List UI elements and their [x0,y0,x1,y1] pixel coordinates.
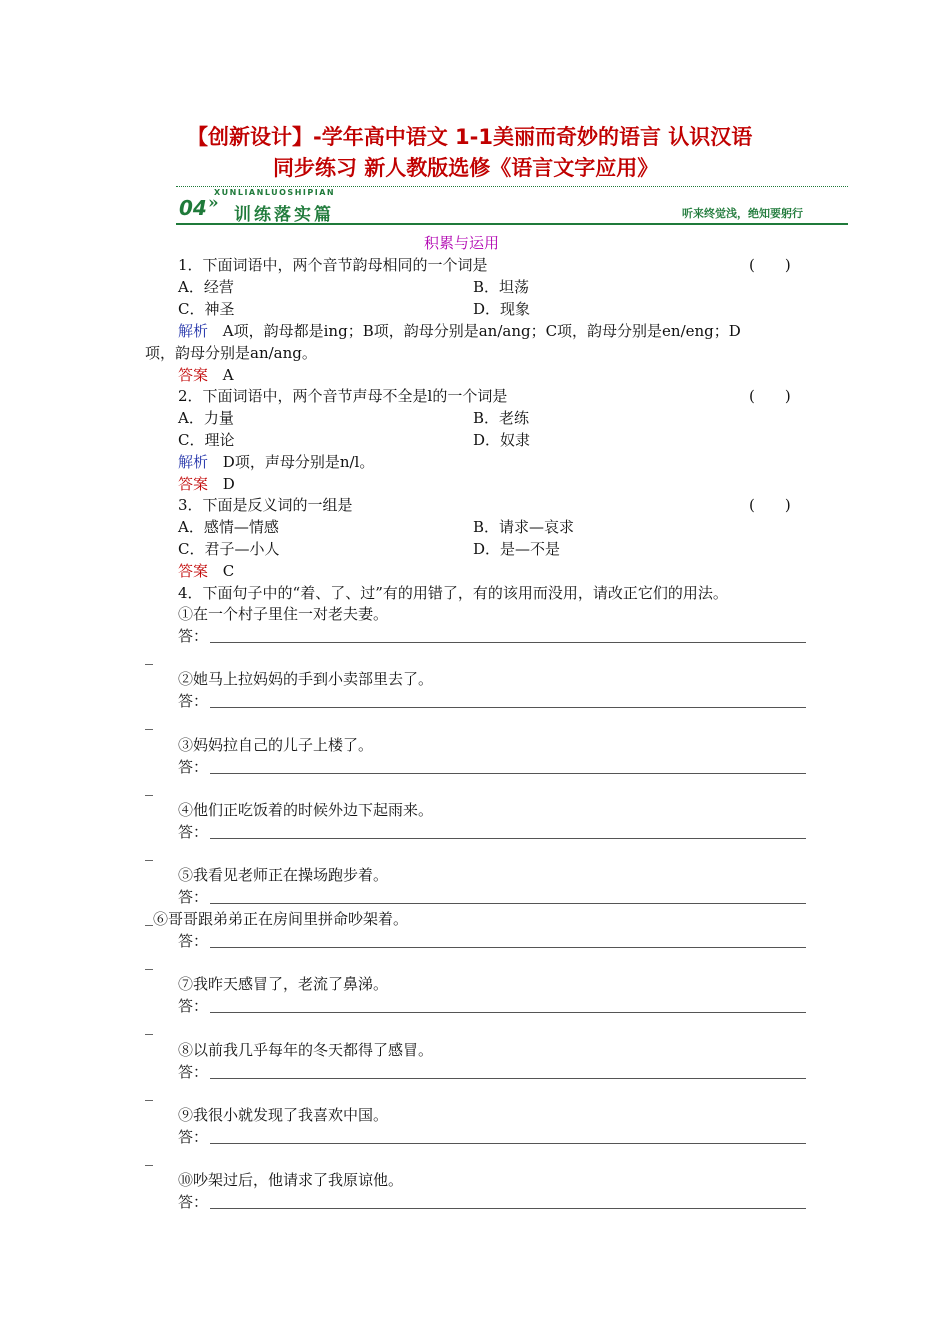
q3-option-c: C．君子—小人 [178,540,280,558]
margin-dash [145,969,153,970]
q1-analysis-text: A项，韵母都是ing；B项，韵母分别是an/ang；C项，韵母分别是en/eng；D [222,322,741,340]
q2-answer [178,474,235,495]
q2-analysis-text: D项，声母分别是n/l。 [222,453,375,471]
analysis-label: 解析 [178,453,209,471]
q2-answer-value: D [222,475,235,493]
q2-option-d: D．奴隶 [473,431,531,449]
answer-prompt: 答： [178,627,209,645]
q2-analysis [178,452,374,473]
answer-line-4[interactable] [210,838,806,839]
q1-option-a: A．经营 [178,278,234,296]
q3-answer [178,561,234,582]
analysis-label: 解析 [178,322,209,340]
q2-option-c: C．理论 [178,431,235,449]
answer-line-6[interactable] [210,947,806,948]
answer-prompt: 答： [178,1193,209,1211]
q2-option-b: B．老练 [473,409,530,427]
answer-line-10[interactable] [210,1208,806,1209]
q4-item-4: ④他们正吃饭着的时候外边下起雨来。 [178,801,434,819]
q1-analysis [178,321,741,342]
margin-dash [145,1165,153,1166]
answer-label: 答案 [178,366,209,384]
banner-label: 训练落实篇 [234,205,334,225]
answer-line-5[interactable] [210,903,806,904]
q1-stem: 1．下面词语中，两个音节韵母相同的一个词是 [178,256,488,274]
q1-answer-value: A [222,366,234,384]
answer-prompt: 答： [178,1128,209,1146]
document-title-line2: 同步练习 新人教版选修《语言文字应用》 [273,156,659,180]
answer-prompt: 答： [178,758,209,776]
margin-dash [145,729,153,730]
q1-option-b: B．坦荡 [473,278,530,296]
section-title: 积累与运用 [424,234,500,252]
answer-line-7[interactable] [210,1012,806,1013]
q2-option-a: A．力量 [178,409,234,427]
margin-dash [145,664,153,665]
q4-item-8: ⑧以前我几乎每年的冬天都得了感冒。 [178,1041,434,1059]
margin-dash [145,1034,153,1035]
answer-line-1[interactable] [210,642,806,643]
q4-item-1: ①在一个村子里住一对老夫妻。 [178,605,389,623]
q3-option-a: A．感情—情感 [178,518,279,536]
banner-pinyin: XUNLIANLUOSHIPIAN [214,188,336,197]
q3-option-d: D．是—不是 [473,540,561,558]
q1-analysis-continued: 项，韵母分别是an/ang。 [145,344,317,362]
q1-option-d: D．现象 [473,300,531,318]
q4-item-5: ⑤我看见老师正在操场跑步着。 [178,866,389,884]
margin-dash [145,1100,153,1101]
q4-item-7: ⑦我昨天感冒了，老流了鼻涕。 [178,975,389,993]
q4-item-10: ⑩吵架过后，他请求了我原谅他。 [178,1171,404,1189]
answer-prompt: 答： [178,1063,209,1081]
answer-prompt: 答： [178,997,209,1015]
q4-item-3: ③妈妈拉自己的儿子上楼了。 [178,736,374,754]
q4-item-2: ②她马上拉妈妈的手到小卖部里去了。 [178,670,434,688]
answer-line-8[interactable] [210,1078,806,1079]
margin-dash [145,795,153,796]
answer-line-9[interactable] [210,1143,806,1144]
margin-dash [145,860,153,861]
q3-stem: 3．下面是反义词的一组是 [178,496,353,514]
answer-prompt: 答： [178,823,209,841]
answer-prompt: 答： [178,888,209,906]
answer-prompt: 答： [178,692,209,710]
answer-line-3[interactable] [210,773,806,774]
q1-option-c: C．神圣 [178,300,235,318]
banner-top-dotted-line [176,186,848,187]
answer-label: 答案 [178,475,209,493]
answer-line-2[interactable] [210,707,806,708]
q1-answer [178,365,234,386]
document-title-line1: 【创新设计】-学年高中语文 1-1美丽而奇妙的语言 认识汉语 [187,125,753,149]
answer-label: 答案 [178,562,209,580]
q3-answer-bracket: ( ) [749,496,791,514]
q2-answer-bracket: ( ) [749,387,791,405]
q4-stem: 4．下面句子中的“着、了、过”有的用错了，有的该用而没用，请改正它们的用法。 [178,584,728,602]
q4-item-6: ⑥哥哥跟弟弟正在房间里拼命吵架着。 [153,910,409,928]
margin-dash [145,925,153,926]
q1-answer-bracket: ( ) [749,256,791,274]
banner-motto: 听来终觉浅，绝知要躬行 [682,207,803,220]
answer-prompt: 答： [178,932,209,950]
q4-item-9: ⑨我很小就发现了我喜欢中国。 [178,1106,389,1124]
q2-stem: 2．下面词语中，两个音节声母不全是l的一个词是 [178,387,508,405]
q3-option-b: B．请求—哀求 [473,518,575,536]
banner-arrow-icon: » [208,193,219,213]
q3-answer-value: C [222,562,235,580]
banner-number: 04 [179,196,207,220]
